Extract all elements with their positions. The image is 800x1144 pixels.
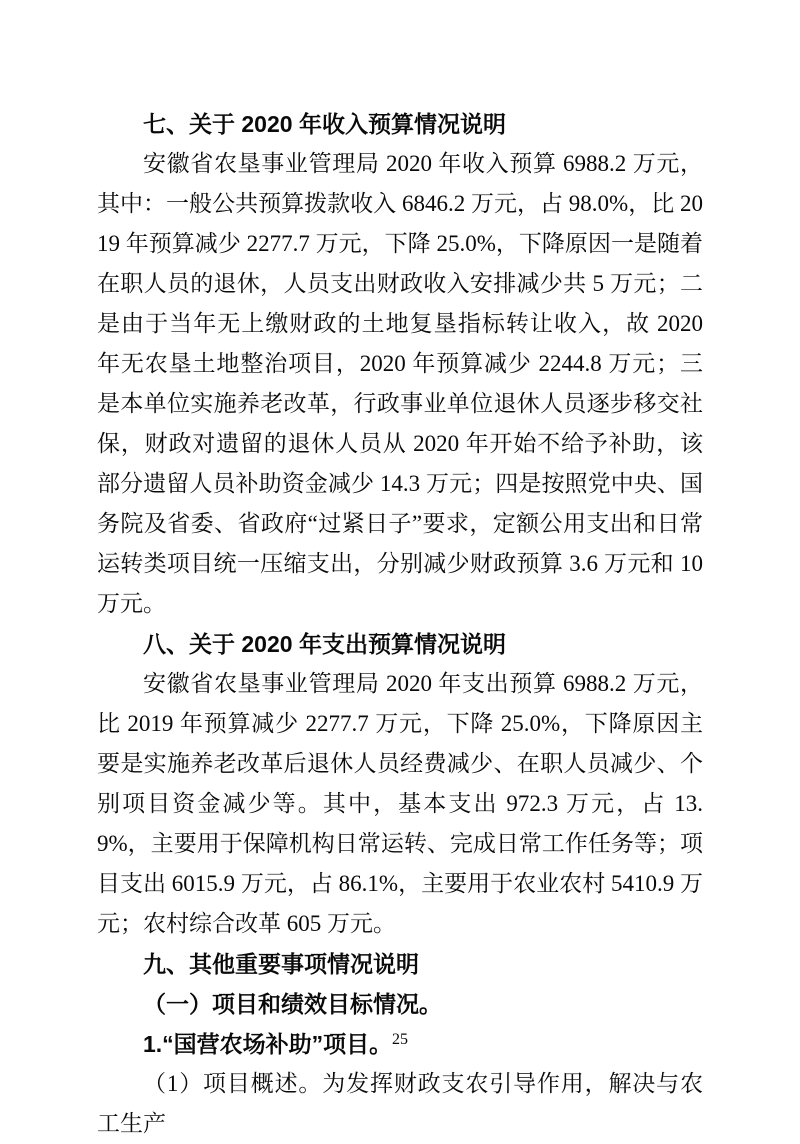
document-body [97,104,703,1144]
section-8-paragraph: 安徽省农垦事业管理局 2020 年支出预算 6988.2 万元，比 2019 年预算减少 2277.7 万元，下降 25.0%，下降原因主要是实施养老改革后退休人员经费减少、在职人员减少、个别项目资金减少等。其中，基本支出 972.3 万元，占 13.9%，主要用于保障机构日常运转、完成日常工作任务等；项目支出 6015.9 万元，占 86.1%，主要用于农业农村 5410.9 万元；农村综合改革 605 万元。 [97,671,703,936]
section-9-paragraph: （1）项目概述。为发挥财政支农引导作用，解决与农工生产 [97,1071,703,1136]
page-number: 25 [392,1031,408,1048]
section-7-heading: 七、关于 2020 年收入预算情况说明 [143,111,506,137]
section-7-paragraph: 安徽省农垦事业管理局 2020 年收入预算 6988.2 万元，其中：一般公共预算拨款收入 6846.2 万元，占 98.0%，比 2019 年预算减少 2277.7 万元，下降 25.0%，下降原因一是随着在职人员的退休，人员支出财政收入安排减少共 5 万元；二是由于当年无上缴财政的土地复垦指标转让收入，故 2020 年无农垦土地整治项目，2020 年预算减少 2244.8 万元；三是本单位实施养老改革，行政事业单位退休人员逐步移交社保，财政对遗留的退休人员从 2020 年开始不给予补助，该部分遗留人员补助资金减少 14.3 万元；四是按照党中央、国务院及省委、省政府“过紧日子”要求，定额公用支出和日常运转类项目统一压缩支出，分别减少财政预算 3.6 万元和 10 万元。 [97,151,703,616]
section-9-heading: 九、其他重要事项情况说明 [143,951,419,977]
section-9-subheading-2: 1.“国营农场补助”项目。 [143,1031,393,1057]
section-9-subheading-1: （一）项目和绩效目标情况。 [143,991,442,1017]
section-8-heading: 八、关于 2020 年支出预算情况说明 [143,631,506,657]
